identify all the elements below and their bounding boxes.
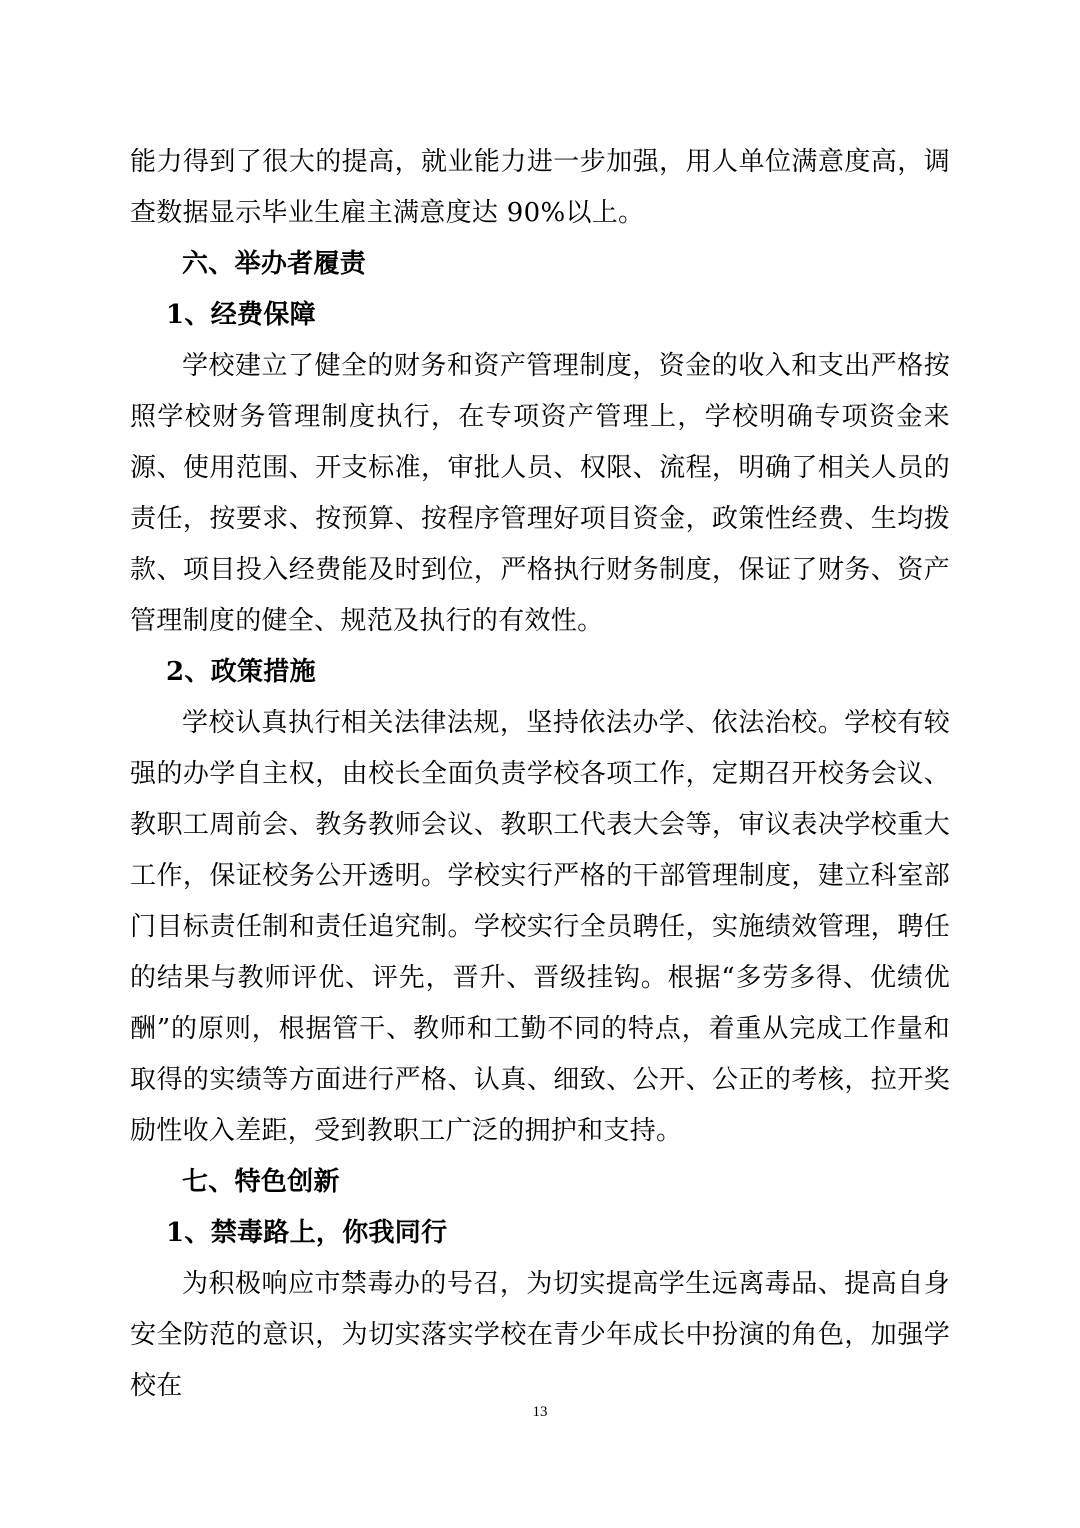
page-number: 13 (532, 1404, 548, 1420)
subsection-heading-funding: 1、经费保障 (166, 300, 316, 330)
document-body (130, 137, 950, 1412)
body-paragraph-anti-drug: 为积极响应市禁毒办的号召，为切实提高学生远离毒品、提高自身安全防范的意识，为切实落实学校在青少年成长中扮演的角色，加强学校在 (130, 1269, 950, 1401)
body-paragraph-continued: 能力得到了很大的提高，就业能力进一步加强，用人单位满意度高，调查数据显示毕业生雇主满意度达 90%以上。 (130, 147, 950, 228)
subsection-heading-anti-drug: 1、禁毒路上，你我同行 (166, 1218, 448, 1248)
body-paragraph-funding: 学校建立了健全的财务和资产管理制度，资金的收入和支出严格按照学校财务管理制度执行，在专项资产管理上，学校明确专项资金来源、使用范围、开支标准，审批人员、权限、流程，明确了相关人员的责任，按要求、按预算、按程序管理好项目资金，政策性经费、生均拨款、项目投入经费能及时到位，严格执行财务制度，保证了财务、资产管理制度的健全、规范及执行的有效性。 (130, 351, 950, 636)
section-heading-7: 七、特色创新 (182, 1167, 340, 1197)
subsection-heading-policy: 2、政策措施 (166, 657, 316, 687)
body-paragraph-policy: 学校认真执行相关法律法规，坚持依法办学、依法治校。学校有较强的办学自主权，由校长全面负责学校各项工作，定期召开校务会议、教职工周前会、教务教师会议、教职工代表大会等，审议表决学校重大工作，保证校务公开透明。学校实行严格的干部管理制度，建立科室部门目标责任制和责任追究制。学校实行全员聘任，实施绩效管理，聘任的结果与教师评优、评先，晋升、晋级挂钩。根据“多劳多得、优绩优酬”的原则，根据管干、教师和工勤不同的特点，着重从完成工作量和取得的实绩等方面进行严格、认真、细致、公开、公正的考核，拉开奖励性收入差距，受到教职工广泛的拥护和支持。 (130, 708, 950, 1146)
section-heading-6: 六、举办者履责 (182, 249, 367, 279)
